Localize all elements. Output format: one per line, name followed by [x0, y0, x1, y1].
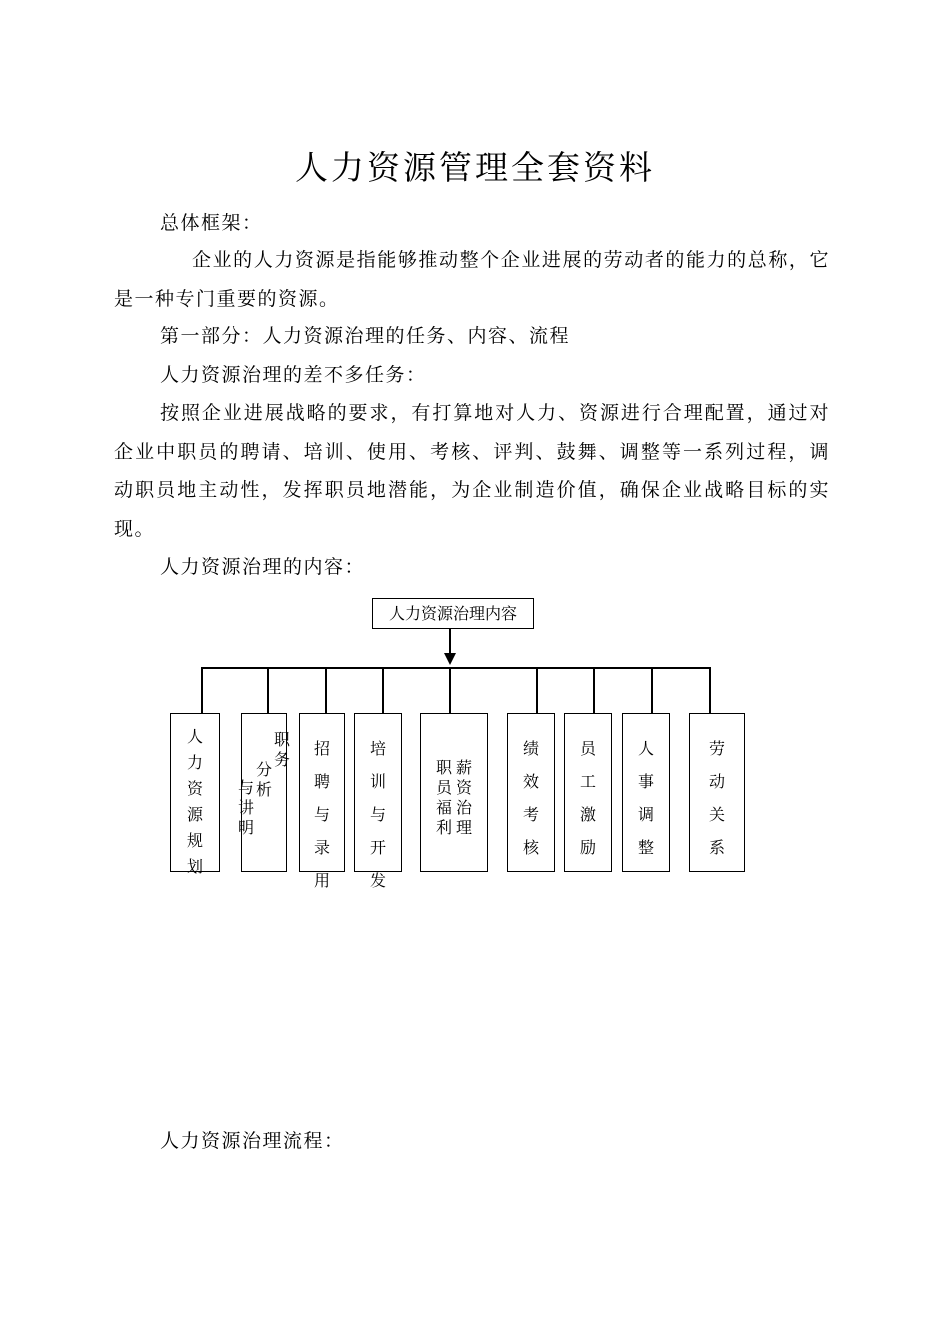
org-box-recruitment	[299, 713, 345, 890]
org-box-training	[354, 713, 402, 890]
org-box-job-analysis	[237, 713, 291, 872]
connector-training	[382, 667, 384, 713]
org-box-incentive	[564, 713, 612, 872]
connector-performance	[536, 667, 538, 713]
org-box-adjustment-col-0: 人 事 调 整	[637, 739, 654, 857]
tasks-paragraph: 按照企业进展战略的要求，有打算地对人力、资源进行合理配置，通过对企业中职员的聘请、培训、使用、考核、评判、鼓舞、调整等一系列过程，调动职员地主动性，发挥职员地潜能，为企业制造价值，确保企业战略目标的实现。	[114, 402, 830, 540]
org-box-training-col-0: 培 训 与 开 发	[369, 739, 386, 890]
org-box-adjustment	[622, 713, 670, 872]
org-box-job-analysis-col-1: 分 析	[256, 760, 273, 799]
arrow-down-icon	[444, 653, 456, 665]
connector-job-analysis	[267, 667, 269, 713]
connector-adjustment	[651, 667, 653, 713]
page-title: 人力资源管理全套资料	[295, 148, 655, 187]
org-box-incentive-col-0: 员 工 激 励	[579, 739, 596, 857]
org-box-performance	[507, 713, 555, 872]
org-box-labor-relations	[689, 713, 745, 872]
org-box-compensation-col-0: 薪 资 治 理	[456, 758, 473, 837]
connector-recruitment	[325, 667, 327, 713]
org-box-job-analysis-col-2: 与 讲 明	[237, 778, 254, 837]
content-heading: 人力资源治理的内容：	[160, 556, 366, 578]
org-box-planning	[170, 713, 220, 876]
org-box-compensation	[420, 713, 488, 872]
connector-compensation	[449, 667, 451, 713]
root-connector	[449, 629, 451, 655]
org-box-planning-col-0: 人 力 资 源 规 划	[186, 727, 203, 876]
org-box-performance-col-0: 绩 效 考 核	[522, 739, 539, 857]
connector-planning	[201, 667, 203, 713]
org-box-labor-relations-col-0: 劳 动 关 系	[708, 739, 725, 857]
process-heading: 人力资源治理流程：	[160, 1130, 345, 1152]
branch-line	[201, 667, 709, 669]
part-one-heading: 第一部分：人力资源治理的任务、内容、流程	[160, 325, 571, 347]
org-chart-root: 人力资源治理内容	[372, 598, 534, 629]
tasks-heading: 人力资源治理的差不多任务：	[160, 364, 427, 386]
framework-label: 总体框架：	[160, 212, 263, 234]
intro-paragraph: 企业的人力资源是指能够推动整个企业进展的劳动者的能力的总称，它是一种专门重要的资源。	[114, 249, 830, 310]
connector-labor-relations	[709, 667, 711, 713]
org-box-recruitment-col-0: 招 聘 与 录 用	[313, 739, 330, 890]
org-box-job-analysis-col-0: 职 务	[274, 730, 291, 769]
connector-incentive	[593, 667, 595, 713]
org-box-compensation-col-1: 职 员 福 利	[435, 758, 452, 837]
